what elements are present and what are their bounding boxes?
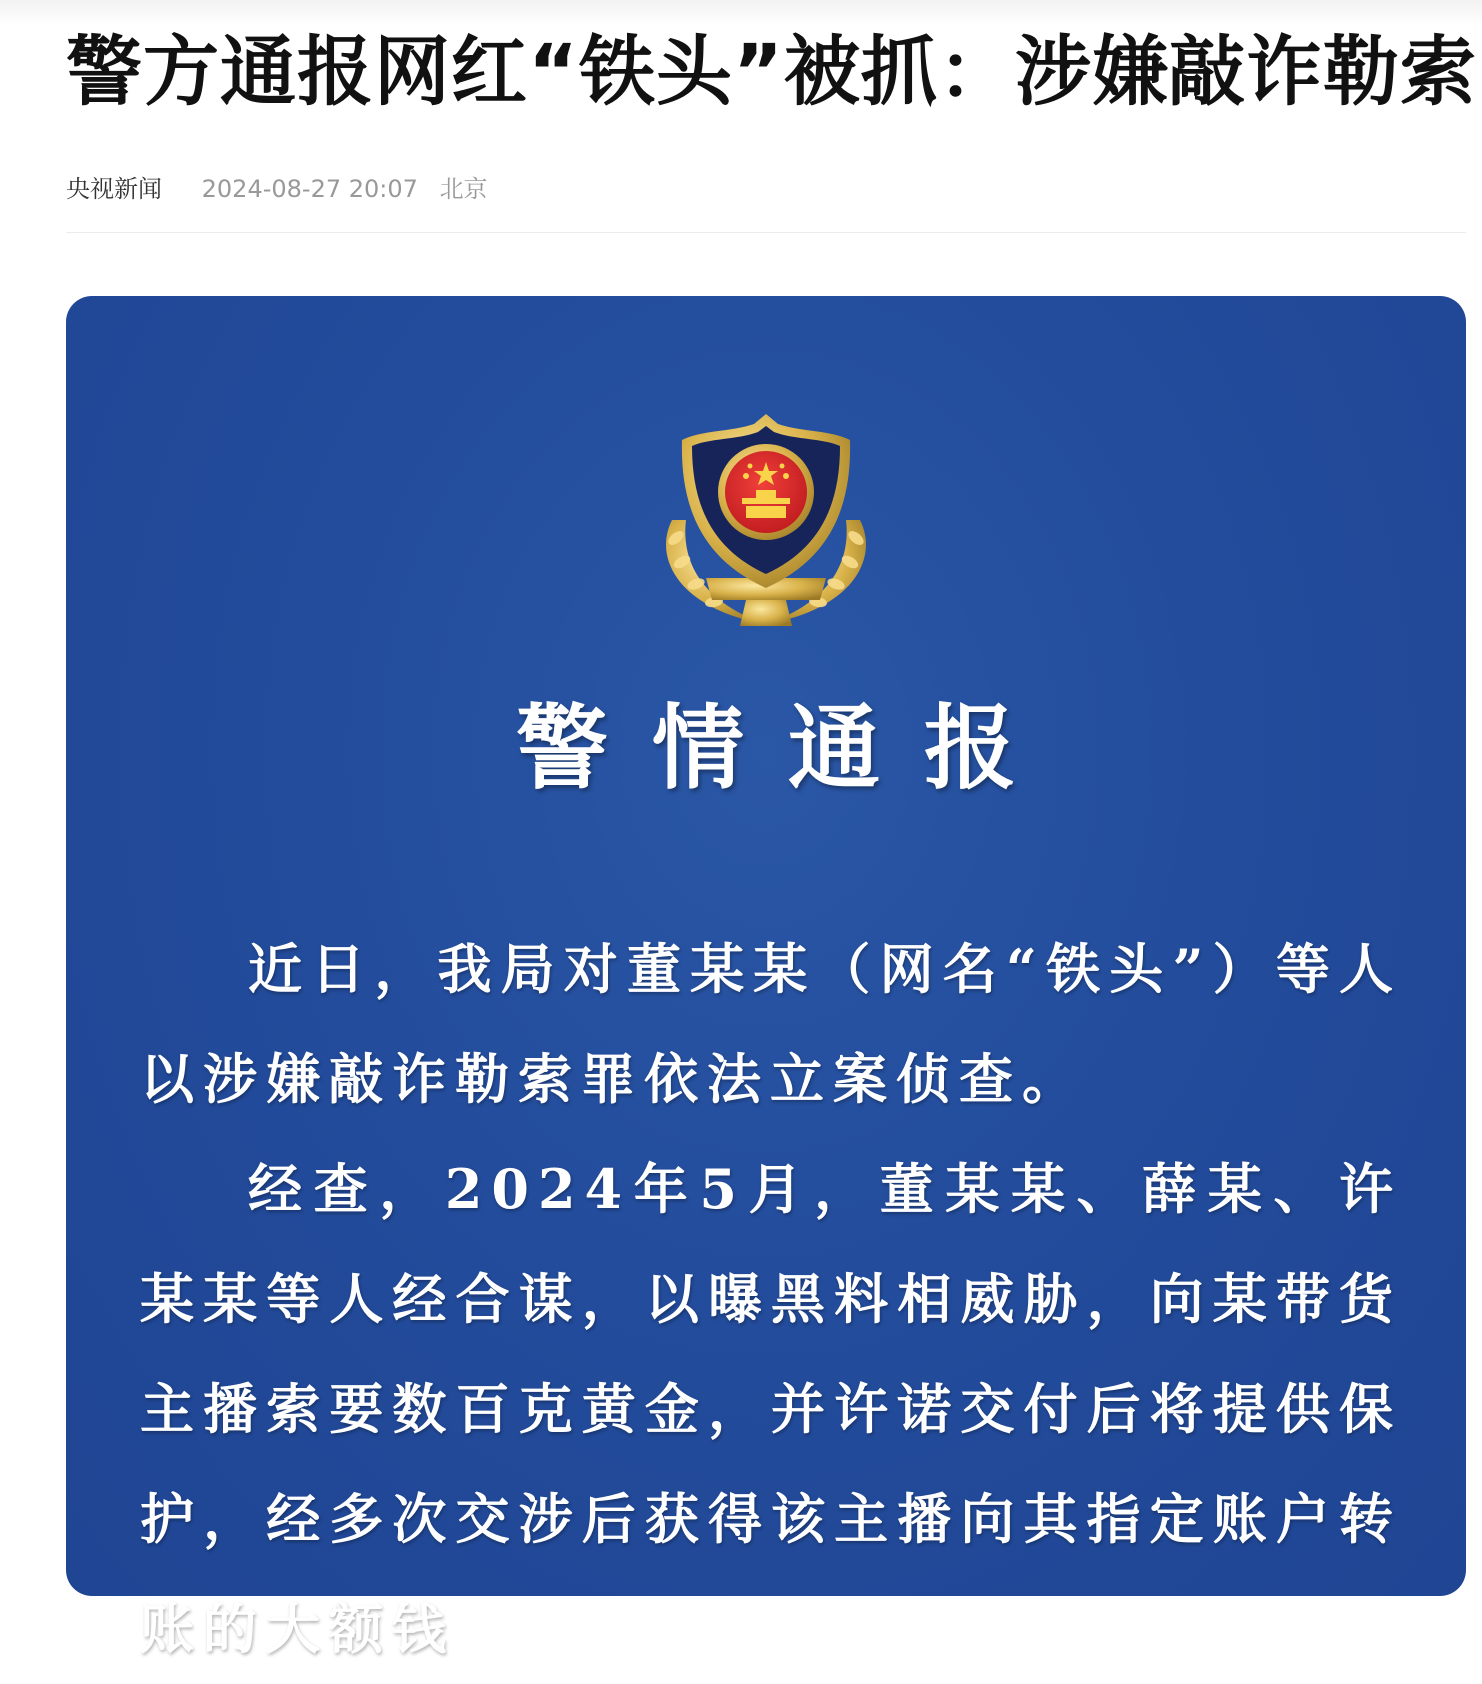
article-source[interactable]: 央视新闻	[66, 175, 162, 203]
notice-paragraph: 经查，2024年5月，董某某、薛某、许某某等人经合谋，以曝黑料相威胁，向某带货主播索要数百克黄金，并许诺交付后将提供保护，经多次交涉后获得该主播向其指定账户转账的大额钱	[140, 1157, 1402, 1661]
police-notice-image	[66, 296, 1466, 1661]
article-location: 北京	[439, 175, 488, 203]
notice-body	[140, 914, 1402, 1684]
article-title: 警方通报网红“铁头”被抓：涉嫌敲诈勒索	[66, 27, 1477, 116]
article-time: 2024-08-27 20:07	[201, 175, 418, 203]
meta-divider	[66, 232, 1466, 233]
police-emblem-icon	[652, 410, 880, 640]
article-meta	[66, 172, 488, 206]
notice-title: 警情通报	[515, 694, 1060, 802]
notice-paragraph: 近日，我局对董某某（网名“铁头”）等人以涉嫌敲诈勒索罪依法立案侦查。	[140, 937, 1402, 1111]
top-bar-shadow	[0, 0, 1482, 26]
